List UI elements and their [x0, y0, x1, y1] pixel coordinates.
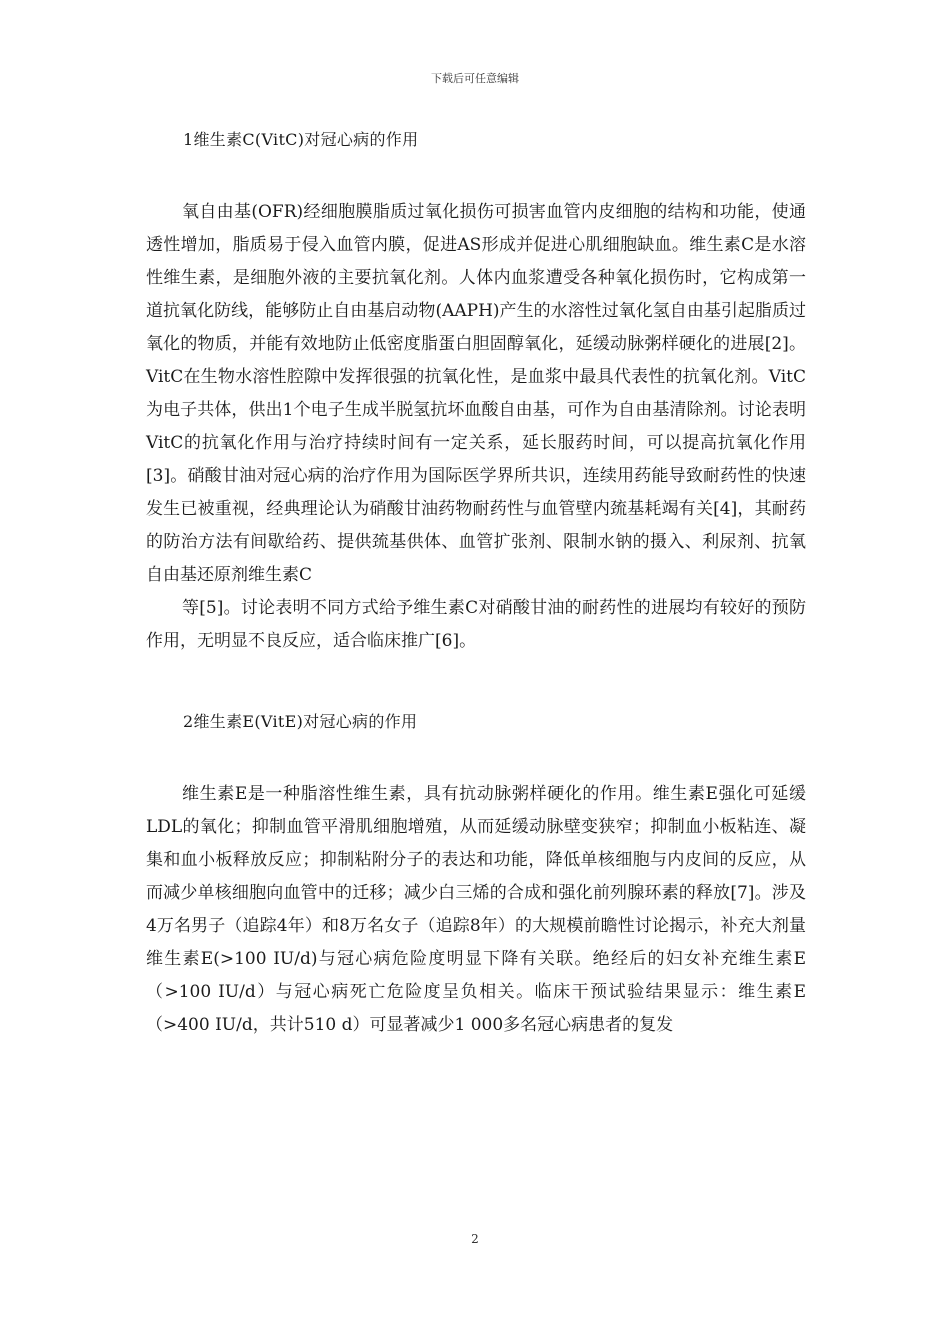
paragraph-vitc-main: 氧自由基(OFR)经细胞膜脂质过氧化损伤可损害血管内皮细胞的结构和功能，使通透性增加，脂质易于侵入血管内膜，促进AS形成并促进心肌细胞缺血。维生素C是水溶性维生素，是细胞外液的主要抗氧化剂。人体内血浆遭受各种氧化损伤时，它构成第一道抗氧化防线，能够防止自由基启动物(AAPH)产生的水溶性过氧化氢自由基引起脂质过氧化的物质，并能有效地防止低密度脂蛋白胆固醇氧化，延缓动脉粥样硬化的进展[2]。VitC在生物水溶性腔隙中发挥很强的抗氧化性，是血浆中最具代表性的抗氧化剂。VitC为电子共体，供出1个电子生成半脱氢抗坏血酸自由基，可作为自由基清除剂。讨论表明VitC的抗氧化作用与治疗持续时间有一定关系，延长服药时间，可以提高抗氧化作用[3]。硝酸甘油对冠心病的治疗作用为国际医学界所共识，连续用药能导致耐药性的快速发生已被重视，经典理论认为硝酸甘油药物耐药性与血管壁内巯基耗竭有关[4]，其耐药的防治方法有间歇给药、提供巯基供体、血管扩张剂、限制水钠的摄入、利尿剂、抗氧自由基还原剂维生素C	[146, 202, 806, 585]
paragraph-vitc-continued: 等[5]。讨论表明不同方式给予维生素C对硝酸甘油的耐药性的进展均有较好的预防作用，无明显不良反应，适合临床推广[6]。	[146, 598, 806, 651]
header-note: 下载后可任意编辑	[431, 72, 519, 85]
paragraph-vite-main: 维生素E是一种脂溶性维生素，具有抗动脉粥样硬化的作用。维生素E强化可延缓LDL的氧化；抑制血管平滑肌细胞增殖，从而延缓动脉壁变狭窄；抑制血小板粘连、凝集和血小板释放反应；抑制粘附分子的表达和功能，降低单核细胞与内皮间的反应，从而减少单核细胞向血管中的迁移；减少白三烯的合成和强化前列腺环素的释放[7]。涉及4万名男子（追踪4年）和8万名女子（追踪8年）的大规模前瞻性讨论揭示，补充大剂量维生素E(>100 IU/d)与冠心病危险度明显下降有关联。绝经后的妇女补充维生素E（>100 IU/d）与冠心病死亡危险度呈负相关。临床干预试验结果显示：维生素E（>400 IU/d，共计510 d）可显著减少1 000多名冠心病患者的复发	[146, 784, 806, 1035]
page-number: 2	[471, 1232, 479, 1246]
section-heading-vite: 2维生素E(VitE)对冠心病的作用	[183, 712, 418, 731]
section-heading-vitc: 1维生素C(VitC)对冠心病的作用	[183, 130, 419, 149]
document-body	[146, 108, 806, 1042]
